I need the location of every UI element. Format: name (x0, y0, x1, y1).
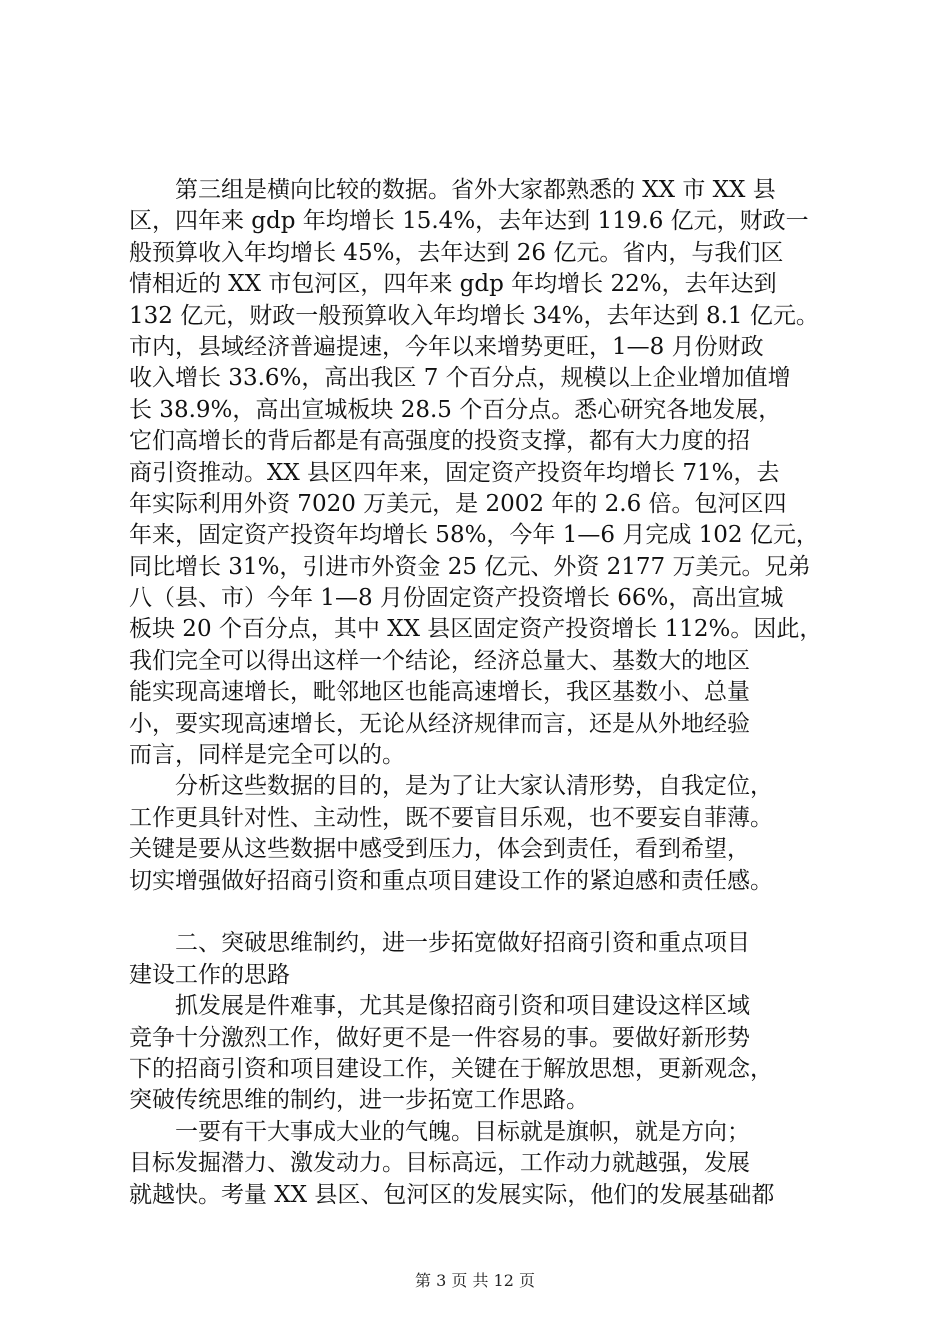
text-line: 小，要实现高速增长，无论从经济规律而言，还是从外地经验 (129, 710, 750, 737)
text-line: 就越快。考量 XX 县区、包河区的发展实际，他们的发展基础都 (129, 1181, 775, 1208)
text-line: 同比增长 31%，引进市外资金 25 亿元、外资 2177 万美元。兄弟 (129, 553, 811, 580)
text-line: 商引资推动。XX 县区四年来，固定资产投资年均增长 71%，去 (129, 459, 780, 486)
text-line: 年来，固定资产投资年均增长 58%，今年 1—6 月完成 102 亿元， (129, 522, 819, 549)
text-line: 收入增长 33.6%，高出我区 7 个百分点，规模以上企业增加值增 (129, 365, 791, 392)
section-heading: 二、突破思维制约，进一步拓宽做好招商引资和重点项目 (175, 930, 750, 957)
text-line: 长 38.9%，高出宣城板块 28.5 个百分点。悉心研究各地发展， (129, 396, 782, 423)
body-text (129, 175, 853, 1211)
text-line: 下的招商引资和项目建设工作，关键在于解放思想，更新观念， (129, 1055, 773, 1082)
text-line: 般预算收入年均增长 45%，去年达到 26 亿元。省内，与我们区 (129, 239, 784, 266)
text-line: 第三组是横向比较的数据。省外大家都熟悉的 XX 市 XX 县 (175, 177, 776, 203)
text-line: 132 亿元，财政一般预算收入年均增长 34%，去年达到 8.1 亿元。 (129, 302, 819, 329)
text-line: 我们完全可以得出这样一个结论，经济总量大、基数大的地区 (129, 647, 750, 674)
text-line: 而言，同样是完全可以的。 (129, 742, 405, 769)
text-line: 市内，县域经济普遍提速，今年以来增势更旺，1—8 月份财政 (129, 333, 764, 360)
text-line: 情相近的 XX 市包河区，四年来 gdp 年均增长 22%，去年达到 (129, 271, 777, 298)
text-line: 切实增强做好招商引资和重点项目建设工作的紧迫感和责任感。 (129, 867, 773, 894)
text-line: 工作更具针对性、主动性，既不要盲目乐观，也不要妄自菲薄。 (129, 804, 773, 831)
text-line: 目标发掘潜力、激发动力。目标高远，工作动力就越强，发展 (129, 1150, 750, 1177)
text-line: 抓发展是件难事，尤其是像招商引资和项目建设这样区域 (175, 993, 750, 1020)
text-line: 分析这些数据的目的，是为了让大家认清形势，自我定位， (175, 773, 773, 800)
text-line: 一要有干大事成大业的气魄。目标就是旗帜，就是方向； (175, 1118, 750, 1145)
text-line: 八（县、市）今年 1—8 月份固定资产投资增长 66%，高出宣城 (129, 585, 784, 612)
page-number: 第 3 页 共 12 页 (415, 1271, 535, 1290)
text-line: 区，四年来 gdp 年均增长 15.4%，去年达到 119.6 亿元，财政一 (129, 208, 809, 235)
text-line: 突破传统思维的制约，进一步拓宽工作思路。 (129, 1087, 589, 1114)
text-line: 关键是要从这些数据中感受到压力，体会到责任，看到希望， (129, 836, 750, 863)
text-line: 它们高增长的背后都是有高强度的投资支撑，都有大力度的招 (129, 428, 750, 455)
text-line: 年实际利用外资 7020 万美元，是 2002 年的 2.6 倍。包河区四 (129, 490, 787, 517)
section-heading: 建设工作的思路 (129, 961, 290, 988)
text-line: 能实现高速增长，毗邻地区也能高速增长，我区基数小、总量 (129, 679, 750, 706)
paragraph-gap (129, 897, 853, 928)
text-line: 板块 20 个百分点，其中 XX 县区固定资产投资增长 112%。因此， (129, 616, 823, 643)
text-line: 竞争十分激烈工作，做好更不是一件容易的事。要做好新形势 (129, 1024, 750, 1051)
